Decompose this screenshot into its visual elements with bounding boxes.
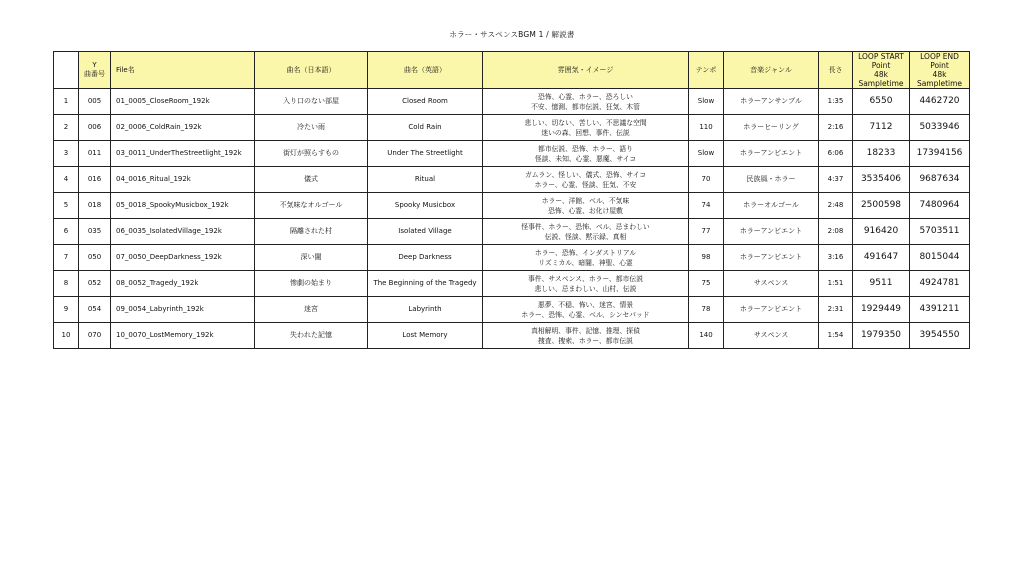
cell-number: 050 [79, 245, 111, 271]
table-row [54, 271, 970, 297]
cell-genre: ホラーアンビエント [724, 297, 819, 323]
table-row [54, 141, 970, 167]
cell-title-en: The Beginning of the Tragedy [368, 271, 483, 297]
cell-file: 06_0035_IsolatedVillage_192k [111, 219, 255, 245]
cell-loop-start: 7112 [853, 115, 910, 141]
cell-title-en: Isolated Village [368, 219, 483, 245]
cell-length: 2:16 [819, 115, 853, 141]
cell-mood: 怪事件、ホラー、恐怖、ベル、忌まわしい 伝説、怪談、黙示録、真相 [483, 219, 689, 245]
cell-title-jp: 惨劇の始まり [255, 271, 368, 297]
cell-index: 1 [54, 89, 79, 115]
cell-tempo: 110 [689, 115, 724, 141]
cell-tempo: Slow [689, 89, 724, 115]
cell-file: 04_0016_Ritual_192k [111, 167, 255, 193]
header-loop-end: LOOP END Point 48k Sampletime [910, 52, 970, 89]
cell-loop-end: 8015044 [910, 245, 970, 271]
cell-tempo: Slow [689, 141, 724, 167]
cell-tempo: 140 [689, 323, 724, 349]
cell-index: 4 [54, 167, 79, 193]
cell-length: 1:51 [819, 271, 853, 297]
header-title-jp: 曲名（日本語） [255, 52, 368, 89]
cell-loop-start: 3535406 [853, 167, 910, 193]
cell-loop-end: 4462720 [910, 89, 970, 115]
cell-genre: ホラーヒーリング [724, 115, 819, 141]
cell-loop-start: 1929449 [853, 297, 910, 323]
cell-title-en: Ritual [368, 167, 483, 193]
cell-tempo: 74 [689, 193, 724, 219]
cell-title-jp: 儀式 [255, 167, 368, 193]
header-length: 長さ [819, 52, 853, 89]
header-mood: 雰囲気・イメージ [483, 52, 689, 89]
cell-length: 1:35 [819, 89, 853, 115]
cell-loop-end: 3954550 [910, 323, 970, 349]
cell-file: 09_0054_Labyrinth_192k [111, 297, 255, 323]
cell-mood: 悪夢、不穏、怖い、迷宮、情景 ホラー、恐怖、心霊、ベル、シンセパッド [483, 297, 689, 323]
cell-mood: ホラー、洋館、ベル、不気味 恐怖、心霊、お化け屋敷 [483, 193, 689, 219]
cell-length: 1:54 [819, 323, 853, 349]
cell-title-en: Cold Rain [368, 115, 483, 141]
cell-mood: 都市伝説、恐怖、ホラー、語り 怪談、未知、心霊、悪魔、サイコ [483, 141, 689, 167]
cell-index: 6 [54, 219, 79, 245]
cell-genre: ホラーオルゴール [724, 193, 819, 219]
cell-loop-end: 9687634 [910, 167, 970, 193]
cell-file: 01_0005_CloseRoom_192k [111, 89, 255, 115]
cell-file: 03_0011_UnderTheStreetlight_192k [111, 141, 255, 167]
cell-length: 2:31 [819, 297, 853, 323]
table-body [54, 89, 970, 349]
bgm-table [53, 51, 970, 349]
cell-genre: ホラーアンビエント [724, 141, 819, 167]
cell-title-jp: 隔離された村 [255, 219, 368, 245]
cell-title-jp: 街灯が照らすもの [255, 141, 368, 167]
cell-mood: 悲しい、切ない、苦しい、不思議な空間 迷いの森、回想、事件、伝説 [483, 115, 689, 141]
cell-mood: 真相解明、事件、記憶、推理、探偵 捜査、捜索、ホラー、都市伝説 [483, 323, 689, 349]
cell-loop-end: 5703511 [910, 219, 970, 245]
header-title-en: 曲名（英語） [368, 52, 483, 89]
cell-index: 8 [54, 271, 79, 297]
cell-mood: ガムラン、怪しい、儀式、恐怖、サイコ ホラー、心霊、怪談、狂気、不安 [483, 167, 689, 193]
cell-number: 011 [79, 141, 111, 167]
table-row [54, 193, 970, 219]
cell-title-en: Under The Streetlight [368, 141, 483, 167]
cell-number: 052 [79, 271, 111, 297]
header-row [54, 52, 970, 89]
cell-loop-start: 2500598 [853, 193, 910, 219]
cell-file: 07_0050_DeepDarkness_192k [111, 245, 255, 271]
table-row [54, 89, 970, 115]
cell-genre: ホラーアンビエント [724, 219, 819, 245]
table-row [54, 219, 970, 245]
cell-mood: 恐怖、心霊、ホラー、恐ろしい 不安、憶測、都市伝説、狂気、木管 [483, 89, 689, 115]
cell-title-jp: 冷たい雨 [255, 115, 368, 141]
cell-number: 035 [79, 219, 111, 245]
cell-loop-end: 4924781 [910, 271, 970, 297]
cell-title-en: Labyrinth [368, 297, 483, 323]
table-row [54, 297, 970, 323]
cell-title-jp: 不気味なオルゴール [255, 193, 368, 219]
cell-length: 2:48 [819, 193, 853, 219]
cell-loop-end: 17394156 [910, 141, 970, 167]
cell-loop-start: 1979350 [853, 323, 910, 349]
cell-index: 9 [54, 297, 79, 323]
cell-tempo: 98 [689, 245, 724, 271]
cell-tempo: 75 [689, 271, 724, 297]
table-row [54, 115, 970, 141]
header-genre: 音楽ジャンル [724, 52, 819, 89]
cell-loop-start: 491647 [853, 245, 910, 271]
cell-length: 6:06 [819, 141, 853, 167]
cell-loop-start: 916420 [853, 219, 910, 245]
cell-title-en: Spooky Musicbox [368, 193, 483, 219]
header-file: File名 [111, 52, 255, 89]
cell-genre: サスペンス [724, 323, 819, 349]
cell-mood: 事件、サスペンス、ホラー、都市伝説 悲しい、忌まわしい、山村、伝説 [483, 271, 689, 297]
cell-title-jp: 入り口のない部屋 [255, 89, 368, 115]
cell-title-en: Lost Memory [368, 323, 483, 349]
cell-mood: ホラー、恐怖、インダストリアル リズミカル、暗闇、神聖、心霊 [483, 245, 689, 271]
header-index [54, 52, 79, 89]
cell-genre: ホラーアンサンブル [724, 89, 819, 115]
table-row [54, 245, 970, 271]
cell-length: 4:37 [819, 167, 853, 193]
cell-tempo: 77 [689, 219, 724, 245]
cell-number: 070 [79, 323, 111, 349]
cell-title-jp: 迷宮 [255, 297, 368, 323]
header-loop-start: LOOP START Point 48k Sampletime [853, 52, 910, 89]
cell-genre: サスペンス [724, 271, 819, 297]
cell-loop-start: 6550 [853, 89, 910, 115]
cell-genre: 民族風・ホラー [724, 167, 819, 193]
cell-index: 7 [54, 245, 79, 271]
cell-number: 018 [79, 193, 111, 219]
cell-tempo: 70 [689, 167, 724, 193]
cell-index: 5 [54, 193, 79, 219]
cell-number: 016 [79, 167, 111, 193]
header-number: Y 曲番号 [79, 52, 111, 89]
cell-length: 3:16 [819, 245, 853, 271]
table-row [54, 167, 970, 193]
cell-file: 08_0052_Tragedy_192k [111, 271, 255, 297]
cell-number: 005 [79, 89, 111, 115]
cell-file: 10_0070_LostMemory_192k [111, 323, 255, 349]
cell-title-en: Deep Darkness [368, 245, 483, 271]
table-row [54, 323, 970, 349]
cell-loop-start: 9511 [853, 271, 910, 297]
cell-index: 3 [54, 141, 79, 167]
cell-genre: ホラーアンビエント [724, 245, 819, 271]
cell-number: 054 [79, 297, 111, 323]
cell-number: 006 [79, 115, 111, 141]
cell-file: 02_0006_ColdRain_192k [111, 115, 255, 141]
cell-file: 05_0018_SpookyMusicbox_192k [111, 193, 255, 219]
cell-loop-end: 4391211 [910, 297, 970, 323]
cell-title-jp: 失われた記憶 [255, 323, 368, 349]
cell-loop-end: 5033946 [910, 115, 970, 141]
cell-title-en: Closed Room [368, 89, 483, 115]
cell-title-jp: 深い闇 [255, 245, 368, 271]
cell-length: 2:08 [819, 219, 853, 245]
cell-index: 2 [54, 115, 79, 141]
cell-index: 10 [54, 323, 79, 349]
cell-loop-start: 18233 [853, 141, 910, 167]
document-title: ホラー・サスペンスBGM 1 / 解説書 [449, 30, 575, 39]
cell-loop-end: 7480964 [910, 193, 970, 219]
cell-tempo: 78 [689, 297, 724, 323]
header-tempo: テンポ [689, 52, 724, 89]
